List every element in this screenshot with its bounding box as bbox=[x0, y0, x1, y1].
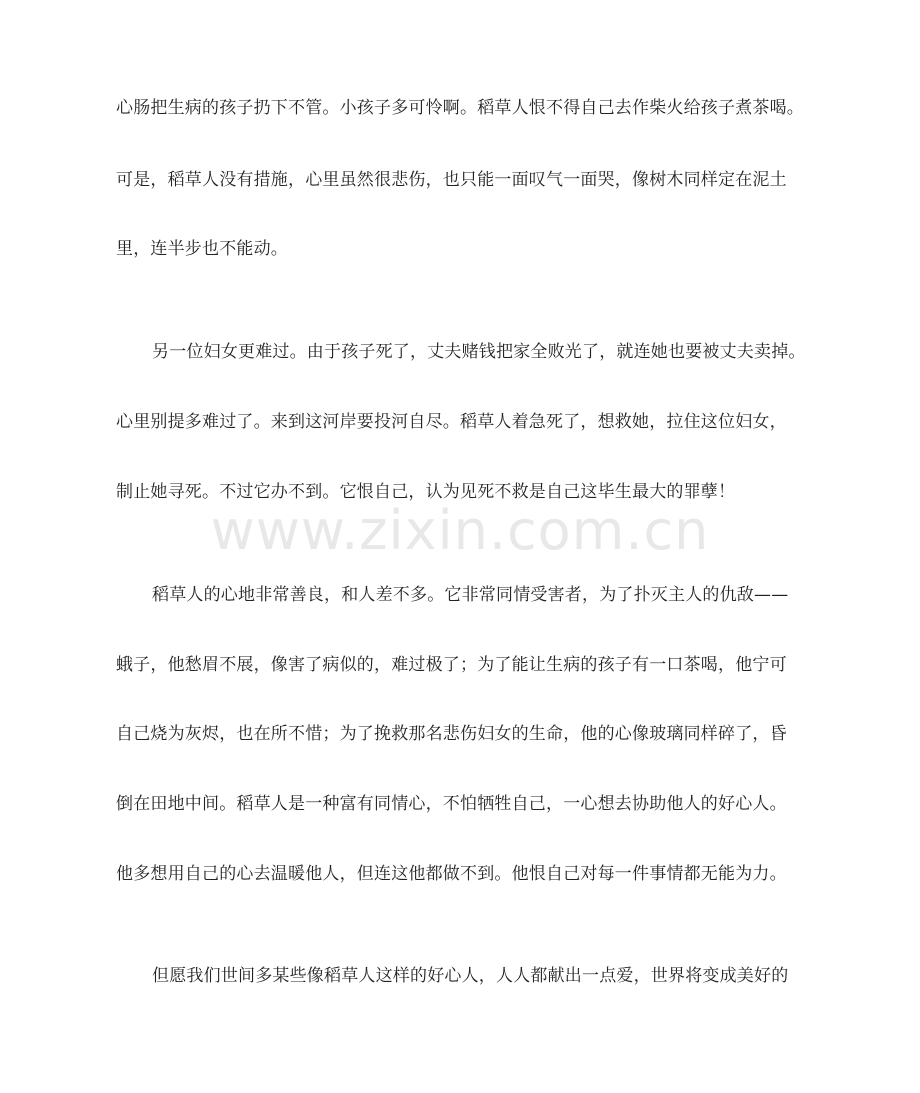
watermark: www.zixin.com.cn bbox=[210, 499, 710, 562]
paragraph-first-line: 稻草人的心地非常善良，和人差不多。它非常同情受害者，为了扑灭主人的仇敌—— bbox=[152, 585, 789, 605]
paragraph-line: 他多想用自己的心去温暖他人，但连这他都做不到。他恨自己对每一件事情都无能为力。 bbox=[116, 864, 787, 884]
paragraph-line: 心里别提多难过了。来到这河岸要投河自尽。稻草人着急死了，想救她，拉住这位妇女， bbox=[116, 412, 787, 432]
paragraph-line: 心肠把生病的孩子扔下不管。小孩子多可怜啊。稻草人恨不得自己去作柴火给孩子煮茶喝。 bbox=[116, 98, 804, 118]
paragraph-line: 倒在田地中间。稻草人是一种富有同情心，不怕牺牲自己，一心想去协助他人的好心人。 bbox=[116, 794, 787, 814]
paragraph-line: 蛾子，他愁眉不展，像害了病似的，难过极了；为了能让生病的孩子有一口茶喝，他宁可 bbox=[116, 655, 787, 675]
paragraph-line: 自己烧为灰烬，也在所不惜；为了挽救那名悲伤妇女的生命，他的心像玻璃同样碎了，昏 bbox=[116, 724, 787, 744]
paragraph-first-line: 另一位妇女更难过。由于孩子死了，丈夫赌钱把家全败光了，就连她也要被丈夫卖掉。 bbox=[152, 342, 806, 362]
paragraph-line: 制止她寻死。不过它办不到。它恨自己，认为见死不救是自己这毕生最大的罪孽！ bbox=[116, 482, 736, 502]
paragraph-line: 里，连半步也不能动。 bbox=[116, 239, 288, 259]
paragraph-line: 可是，稻草人没有措施，心里虽然很悲伤，也只能一面叹气一面哭，像树木同样定在泥土 bbox=[116, 170, 787, 190]
paragraph-first-line: 但愿我们世间多某些像稻草人这样的好心人，人人都献出一点爱，世界将变成美好的 bbox=[152, 966, 789, 986]
